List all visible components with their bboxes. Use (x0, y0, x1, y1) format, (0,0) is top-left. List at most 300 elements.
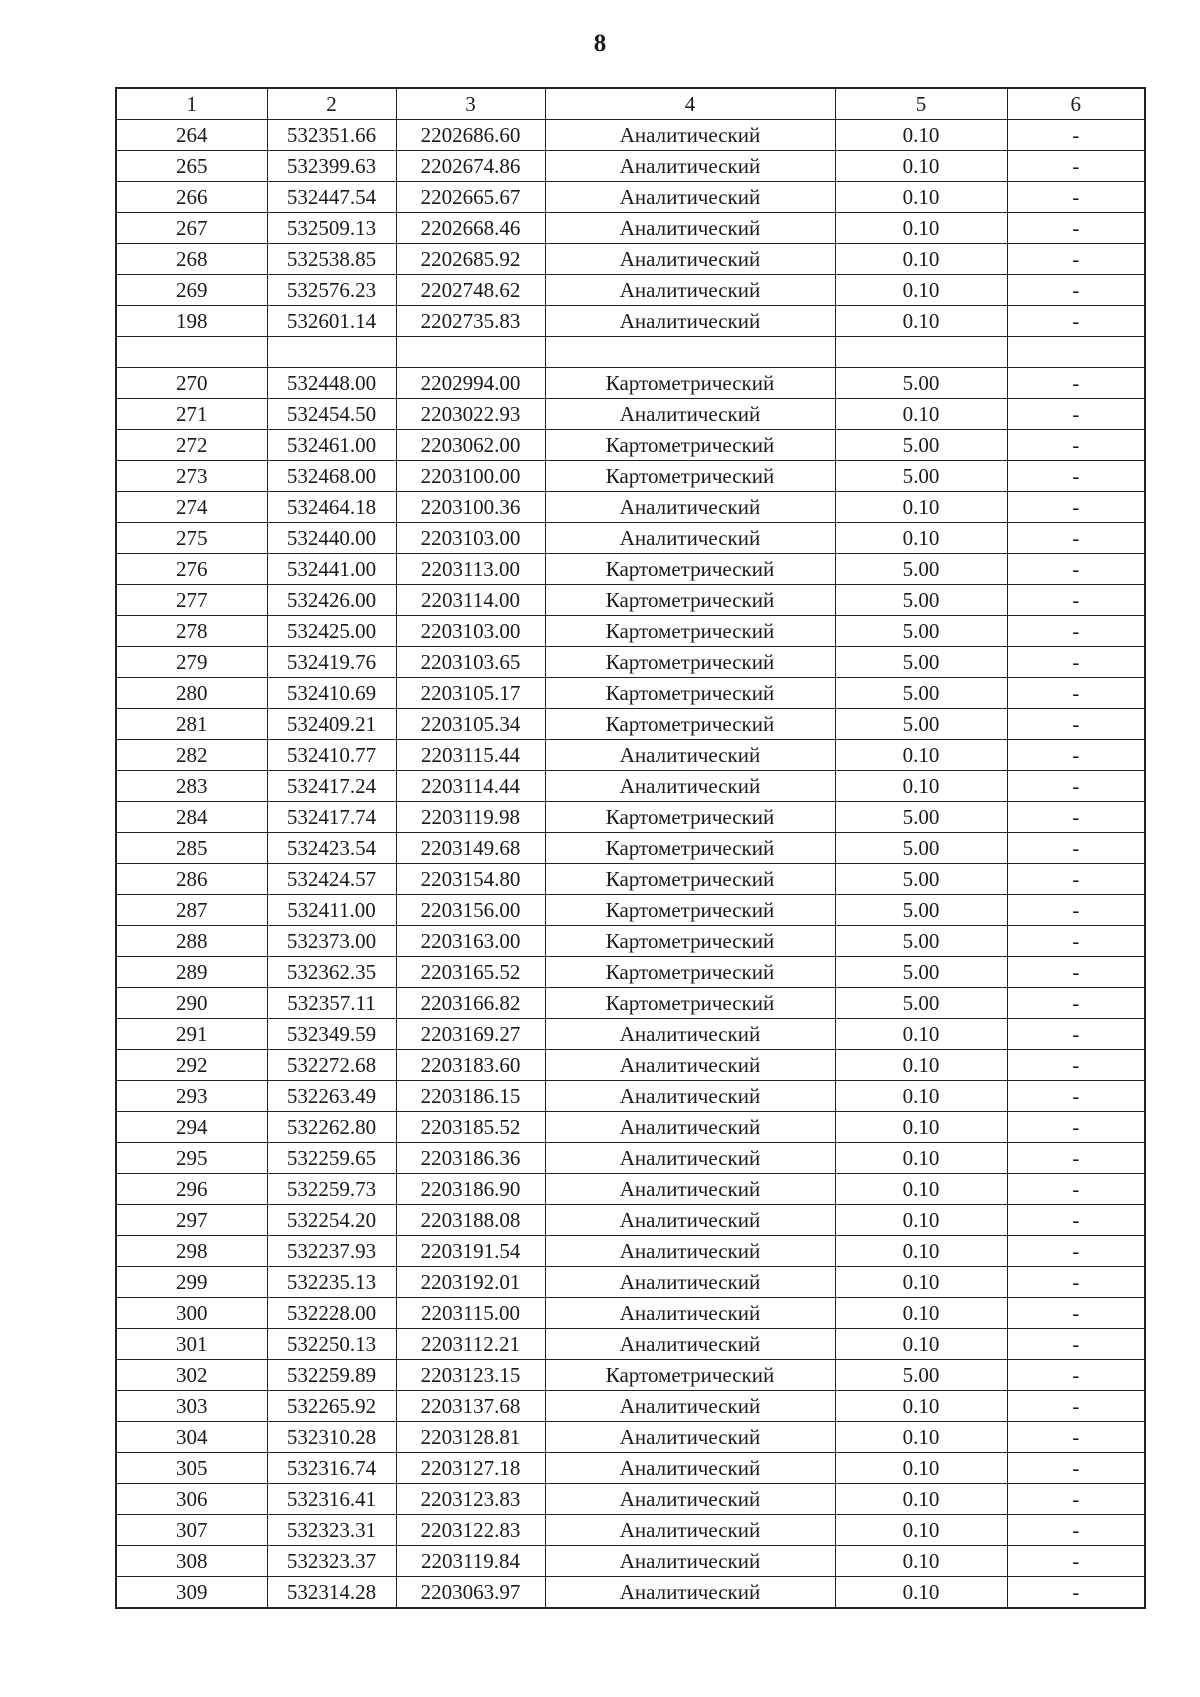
x-coordinate-cell: 532423.54 (267, 833, 396, 864)
x-coordinate-cell: 532323.31 (267, 1515, 396, 1546)
method-cell: Картометрический (545, 461, 835, 492)
point-number-cell: 265 (116, 151, 267, 182)
table-row (116, 1174, 1145, 1205)
point-number-cell: 296 (116, 1174, 267, 1205)
table-row (116, 213, 1145, 244)
y-coordinate-cell: 2203186.15 (396, 1081, 545, 1112)
accuracy-cell: 0.10 (835, 1267, 1007, 1298)
table-row (116, 1484, 1145, 1515)
method-cell: Аналитический (545, 182, 835, 213)
table-row (116, 399, 1145, 430)
method-cell: Аналитический (545, 1174, 835, 1205)
point-number-cell: 309 (116, 1577, 267, 1609)
description-cell: - (1007, 647, 1145, 678)
x-coordinate-cell: 532316.74 (267, 1453, 396, 1484)
accuracy-cell: 5.00 (835, 554, 1007, 585)
accuracy-cell: 0.10 (835, 771, 1007, 802)
x-coordinate-cell: 532349.59 (267, 1019, 396, 1050)
table-row (116, 1453, 1145, 1484)
method-cell: Картометрический (545, 585, 835, 616)
table-row (116, 151, 1145, 182)
accuracy-cell: 5.00 (835, 461, 1007, 492)
accuracy-cell (835, 337, 1007, 368)
x-coordinate-cell: 532440.00 (267, 523, 396, 554)
y-coordinate-cell: 2203156.00 (396, 895, 545, 926)
table-row (116, 492, 1145, 523)
description-cell: - (1007, 1205, 1145, 1236)
x-coordinate-cell: 532228.00 (267, 1298, 396, 1329)
y-coordinate-cell: 2203063.97 (396, 1577, 545, 1609)
method-cell: Аналитический (545, 151, 835, 182)
x-coordinate-cell: 532310.28 (267, 1422, 396, 1453)
x-coordinate-cell: 532399.63 (267, 151, 396, 182)
x-coordinate-cell: 532237.93 (267, 1236, 396, 1267)
description-cell: - (1007, 1422, 1145, 1453)
table-row (116, 554, 1145, 585)
point-number-cell: 294 (116, 1112, 267, 1143)
point-number-cell: 291 (116, 1019, 267, 1050)
method-cell: Аналитический (545, 1267, 835, 1298)
x-coordinate-cell: 532409.21 (267, 709, 396, 740)
table-row (116, 1112, 1145, 1143)
method-cell: Аналитический (545, 1453, 835, 1484)
accuracy-cell: 5.00 (835, 616, 1007, 647)
table-row (116, 1236, 1145, 1267)
description-cell: - (1007, 213, 1145, 244)
x-coordinate-cell: 532538.85 (267, 244, 396, 275)
y-coordinate-cell: 2203137.68 (396, 1391, 545, 1422)
table-row (116, 988, 1145, 1019)
y-coordinate-cell: 2203103.65 (396, 647, 545, 678)
description-cell: - (1007, 461, 1145, 492)
table-row (116, 337, 1145, 368)
accuracy-cell: 0.10 (835, 399, 1007, 430)
method-cell: Картометрический (545, 647, 835, 678)
method-cell: Аналитический (545, 1422, 835, 1453)
point-number-cell: 288 (116, 926, 267, 957)
x-coordinate-cell: 532323.37 (267, 1546, 396, 1577)
table-row (116, 585, 1145, 616)
page-number: 8 (593, 30, 607, 57)
y-coordinate-cell: 2203123.83 (396, 1484, 545, 1515)
method-cell: Аналитический (545, 1143, 835, 1174)
method-cell: Аналитический (545, 740, 835, 771)
accuracy-cell: 5.00 (835, 802, 1007, 833)
y-coordinate-cell: 2203114.44 (396, 771, 545, 802)
point-number-cell: 302 (116, 1360, 267, 1391)
table-row (116, 1019, 1145, 1050)
x-coordinate-cell: 532357.11 (267, 988, 396, 1019)
method-cell: Картометрический (545, 988, 835, 1019)
table-row (116, 1081, 1145, 1112)
method-cell: Аналитический (545, 1515, 835, 1546)
y-coordinate-cell: 2203169.27 (396, 1019, 545, 1050)
table-body (116, 120, 1145, 1609)
table-row (116, 1546, 1145, 1577)
accuracy-cell: 5.00 (835, 833, 1007, 864)
point-number-cell: 272 (116, 430, 267, 461)
accuracy-cell: 0.10 (835, 213, 1007, 244)
y-coordinate-cell: 2203100.00 (396, 461, 545, 492)
y-coordinate-cell: 2203114.00 (396, 585, 545, 616)
point-number-cell: 283 (116, 771, 267, 802)
x-coordinate-cell: 532417.24 (267, 771, 396, 802)
x-coordinate-cell: 532424.57 (267, 864, 396, 895)
y-coordinate-cell: 2202748.62 (396, 275, 545, 306)
x-coordinate-cell: 532441.00 (267, 554, 396, 585)
table-row (116, 895, 1145, 926)
method-cell: Картометрический (545, 554, 835, 585)
method-cell: Картометрический (545, 368, 835, 399)
point-number-cell: 278 (116, 616, 267, 647)
x-coordinate-cell: 532464.18 (267, 492, 396, 523)
accuracy-cell: 0.10 (835, 275, 1007, 306)
x-coordinate-cell: 532447.54 (267, 182, 396, 213)
accuracy-cell: 5.00 (835, 895, 1007, 926)
method-cell: Аналитический (545, 1205, 835, 1236)
x-coordinate-cell: 532263.49 (267, 1081, 396, 1112)
description-cell (1007, 337, 1145, 368)
method-cell: Аналитический (545, 492, 835, 523)
description-cell: - (1007, 523, 1145, 554)
y-coordinate-cell: 2203192.01 (396, 1267, 545, 1298)
accuracy-cell: 5.00 (835, 988, 1007, 1019)
y-coordinate-cell: 2203112.21 (396, 1329, 545, 1360)
y-coordinate-cell: 2203186.90 (396, 1174, 545, 1205)
accuracy-cell: 5.00 (835, 430, 1007, 461)
header-row (116, 88, 1145, 120)
description-cell: - (1007, 616, 1145, 647)
method-cell (545, 337, 835, 368)
point-number-cell: 273 (116, 461, 267, 492)
accuracy-cell: 0.10 (835, 1019, 1007, 1050)
accuracy-cell: 0.10 (835, 151, 1007, 182)
description-cell: - (1007, 926, 1145, 957)
y-coordinate-cell: 2203191.54 (396, 1236, 545, 1267)
description-cell: - (1007, 1577, 1145, 1609)
header-cell: 4 (545, 88, 835, 120)
description-cell: - (1007, 585, 1145, 616)
point-number-cell: 300 (116, 1298, 267, 1329)
header-cell: 1 (116, 88, 267, 120)
description-cell: - (1007, 1236, 1145, 1267)
accuracy-cell: 5.00 (835, 585, 1007, 616)
y-coordinate-cell: 2203123.15 (396, 1360, 545, 1391)
point-number-cell: 271 (116, 399, 267, 430)
accuracy-cell: 0.10 (835, 740, 1007, 771)
table-row (116, 368, 1145, 399)
point-number-cell: 266 (116, 182, 267, 213)
table-row (116, 1298, 1145, 1329)
point-number-cell (116, 337, 267, 368)
y-coordinate-cell: 2202735.83 (396, 306, 545, 337)
point-number-cell: 280 (116, 678, 267, 709)
method-cell: Аналитический (545, 1112, 835, 1143)
description-cell: - (1007, 1050, 1145, 1081)
method-cell: Картометрический (545, 833, 835, 864)
point-number-cell: 297 (116, 1205, 267, 1236)
method-cell: Аналитический (545, 1298, 835, 1329)
point-number-cell: 264 (116, 120, 267, 151)
x-coordinate-cell: 532259.73 (267, 1174, 396, 1205)
y-coordinate-cell: 2203185.52 (396, 1112, 545, 1143)
x-coordinate-cell: 532254.20 (267, 1205, 396, 1236)
accuracy-cell: 0.10 (835, 1546, 1007, 1577)
method-cell: Аналитический (545, 213, 835, 244)
method-cell: Картометрический (545, 1360, 835, 1391)
y-coordinate-cell: 2202994.00 (396, 368, 545, 399)
accuracy-cell: 0.10 (835, 523, 1007, 554)
description-cell: - (1007, 1391, 1145, 1422)
description-cell: - (1007, 771, 1145, 802)
y-coordinate-cell: 2203115.00 (396, 1298, 545, 1329)
point-number-cell: 268 (116, 244, 267, 275)
y-coordinate-cell: 2203103.00 (396, 523, 545, 554)
point-number-cell: 287 (116, 895, 267, 926)
description-cell: - (1007, 1081, 1145, 1112)
description-cell: - (1007, 1019, 1145, 1050)
table-header (116, 88, 1145, 120)
method-cell: Аналитический (545, 306, 835, 337)
y-coordinate-cell: 2203062.00 (396, 430, 545, 461)
method-cell: Картометрический (545, 864, 835, 895)
y-coordinate-cell: 2202674.86 (396, 151, 545, 182)
table-row (116, 430, 1145, 461)
description-cell: - (1007, 182, 1145, 213)
coordinates-table (115, 87, 1146, 1609)
description-cell: - (1007, 709, 1145, 740)
y-coordinate-cell: 2203166.82 (396, 988, 545, 1019)
x-coordinate-cell: 532362.35 (267, 957, 396, 988)
point-number-cell: 270 (116, 368, 267, 399)
accuracy-cell: 0.10 (835, 1112, 1007, 1143)
method-cell: Аналитический (545, 1236, 835, 1267)
x-coordinate-cell: 532576.23 (267, 275, 396, 306)
accuracy-cell: 0.10 (835, 1050, 1007, 1081)
y-coordinate-cell: 2203119.84 (396, 1546, 545, 1577)
method-cell: Аналитический (545, 120, 835, 151)
table-row (116, 616, 1145, 647)
method-cell: Аналитический (545, 1329, 835, 1360)
x-coordinate-cell: 532411.00 (267, 895, 396, 926)
accuracy-cell: 5.00 (835, 678, 1007, 709)
method-cell: Аналитический (545, 275, 835, 306)
point-number-cell: 279 (116, 647, 267, 678)
point-number-cell: 281 (116, 709, 267, 740)
accuracy-cell: 0.10 (835, 244, 1007, 275)
accuracy-cell: 0.10 (835, 1205, 1007, 1236)
table-row (116, 1577, 1145, 1609)
x-coordinate-cell: 532461.00 (267, 430, 396, 461)
accuracy-cell: 0.10 (835, 1174, 1007, 1205)
method-cell: Аналитический (545, 1081, 835, 1112)
x-coordinate-cell: 532373.00 (267, 926, 396, 957)
y-coordinate-cell: 2203105.34 (396, 709, 545, 740)
accuracy-cell: 5.00 (835, 926, 1007, 957)
x-coordinate-cell: 532454.50 (267, 399, 396, 430)
x-coordinate-cell: 532262.80 (267, 1112, 396, 1143)
table-row (116, 120, 1145, 151)
y-coordinate-cell: 2202668.46 (396, 213, 545, 244)
description-cell: - (1007, 957, 1145, 988)
point-number-cell: 269 (116, 275, 267, 306)
point-number-cell: 198 (116, 306, 267, 337)
point-number-cell: 286 (116, 864, 267, 895)
description-cell: - (1007, 1453, 1145, 1484)
x-coordinate-cell: 532272.68 (267, 1050, 396, 1081)
method-cell: Аналитический (545, 399, 835, 430)
point-number-cell: 267 (116, 213, 267, 244)
y-coordinate-cell: 2203188.08 (396, 1205, 545, 1236)
description-cell: - (1007, 988, 1145, 1019)
x-coordinate-cell: 532448.00 (267, 368, 396, 399)
x-coordinate-cell: 532235.13 (267, 1267, 396, 1298)
method-cell: Аналитический (545, 1484, 835, 1515)
table-row (116, 1267, 1145, 1298)
point-number-cell: 275 (116, 523, 267, 554)
accuracy-cell: 5.00 (835, 1360, 1007, 1391)
description-cell: - (1007, 492, 1145, 523)
method-cell: Картометрический (545, 430, 835, 461)
x-coordinate-cell: 532601.14 (267, 306, 396, 337)
y-coordinate-cell (396, 337, 545, 368)
header-cell: 5 (835, 88, 1007, 120)
method-cell: Аналитический (545, 523, 835, 554)
accuracy-cell: 0.10 (835, 1143, 1007, 1174)
table-row (116, 523, 1145, 554)
y-coordinate-cell: 2203127.18 (396, 1453, 545, 1484)
x-coordinate-cell: 532468.00 (267, 461, 396, 492)
description-cell: - (1007, 399, 1145, 430)
table-row (116, 1515, 1145, 1546)
x-coordinate-cell: 532419.76 (267, 647, 396, 678)
description-cell: - (1007, 244, 1145, 275)
x-coordinate-cell: 532351.66 (267, 120, 396, 151)
point-number-cell: 305 (116, 1453, 267, 1484)
y-coordinate-cell: 2203100.36 (396, 492, 545, 523)
point-number-cell: 282 (116, 740, 267, 771)
accuracy-cell: 0.10 (835, 1577, 1007, 1609)
method-cell: Картометрический (545, 957, 835, 988)
table-row (116, 957, 1145, 988)
accuracy-cell: 0.10 (835, 120, 1007, 151)
y-coordinate-cell: 2203105.17 (396, 678, 545, 709)
table-row (116, 771, 1145, 802)
table-row (116, 802, 1145, 833)
description-cell: - (1007, 1360, 1145, 1391)
y-coordinate-cell: 2203154.80 (396, 864, 545, 895)
y-coordinate-cell: 2202686.60 (396, 120, 545, 151)
x-coordinate-cell: 532250.13 (267, 1329, 396, 1360)
x-coordinate-cell: 532259.65 (267, 1143, 396, 1174)
table-row (116, 833, 1145, 864)
table-row (116, 864, 1145, 895)
y-coordinate-cell: 2203149.68 (396, 833, 545, 864)
description-cell: - (1007, 430, 1145, 461)
method-cell: Картометрический (545, 802, 835, 833)
x-coordinate-cell: 532426.00 (267, 585, 396, 616)
description-cell: - (1007, 306, 1145, 337)
point-number-cell: 306 (116, 1484, 267, 1515)
accuracy-cell: 5.00 (835, 957, 1007, 988)
y-coordinate-cell: 2203113.00 (396, 554, 545, 585)
description-cell: - (1007, 678, 1145, 709)
description-cell: - (1007, 368, 1145, 399)
y-coordinate-cell: 2203122.83 (396, 1515, 545, 1546)
table-row (116, 647, 1145, 678)
accuracy-cell: 0.10 (835, 306, 1007, 337)
point-number-cell: 274 (116, 492, 267, 523)
table-row (116, 740, 1145, 771)
accuracy-cell: 0.10 (835, 1453, 1007, 1484)
table-row (116, 306, 1145, 337)
point-number-cell: 276 (116, 554, 267, 585)
point-number-cell: 307 (116, 1515, 267, 1546)
header-cell: 3 (396, 88, 545, 120)
description-cell: - (1007, 1515, 1145, 1546)
table-row (116, 1329, 1145, 1360)
y-coordinate-cell: 2203119.98 (396, 802, 545, 833)
method-cell: Картометрический (545, 678, 835, 709)
accuracy-cell: 0.10 (835, 1515, 1007, 1546)
accuracy-cell: 0.10 (835, 1329, 1007, 1360)
accuracy-cell: 0.10 (835, 1391, 1007, 1422)
x-coordinate-cell: 532417.74 (267, 802, 396, 833)
x-coordinate-cell (267, 337, 396, 368)
point-number-cell: 284 (116, 802, 267, 833)
y-coordinate-cell: 2203022.93 (396, 399, 545, 430)
point-number-cell: 277 (116, 585, 267, 616)
accuracy-cell: 0.10 (835, 1081, 1007, 1112)
description-cell: - (1007, 833, 1145, 864)
method-cell: Аналитический (545, 244, 835, 275)
table-row (116, 1050, 1145, 1081)
description-cell: - (1007, 1174, 1145, 1205)
method-cell: Аналитический (545, 1391, 835, 1422)
description-cell: - (1007, 1484, 1145, 1515)
description-cell: - (1007, 275, 1145, 306)
accuracy-cell: 0.10 (835, 1484, 1007, 1515)
point-number-cell: 308 (116, 1546, 267, 1577)
description-cell: - (1007, 895, 1145, 926)
point-number-cell: 298 (116, 1236, 267, 1267)
table-row (116, 244, 1145, 275)
accuracy-cell: 0.10 (835, 492, 1007, 523)
y-coordinate-cell: 2203165.52 (396, 957, 545, 988)
table-row (116, 275, 1145, 306)
accuracy-cell: 0.10 (835, 1422, 1007, 1453)
x-coordinate-cell: 532259.89 (267, 1360, 396, 1391)
description-cell: - (1007, 1329, 1145, 1360)
method-cell: Аналитический (545, 1050, 835, 1081)
table-row (116, 1422, 1145, 1453)
x-coordinate-cell: 532509.13 (267, 213, 396, 244)
method-cell: Картометрический (545, 709, 835, 740)
y-coordinate-cell: 2203128.81 (396, 1422, 545, 1453)
description-cell: - (1007, 802, 1145, 833)
table-row (116, 182, 1145, 213)
x-coordinate-cell: 532314.28 (267, 1577, 396, 1609)
point-number-cell: 293 (116, 1081, 267, 1112)
table-row (116, 1205, 1145, 1236)
y-coordinate-cell: 2203103.00 (396, 616, 545, 647)
accuracy-cell: 5.00 (835, 864, 1007, 895)
y-coordinate-cell: 2202685.92 (396, 244, 545, 275)
point-number-cell: 285 (116, 833, 267, 864)
point-number-cell: 289 (116, 957, 267, 988)
table-row (116, 1360, 1145, 1391)
x-coordinate-cell: 532425.00 (267, 616, 396, 647)
